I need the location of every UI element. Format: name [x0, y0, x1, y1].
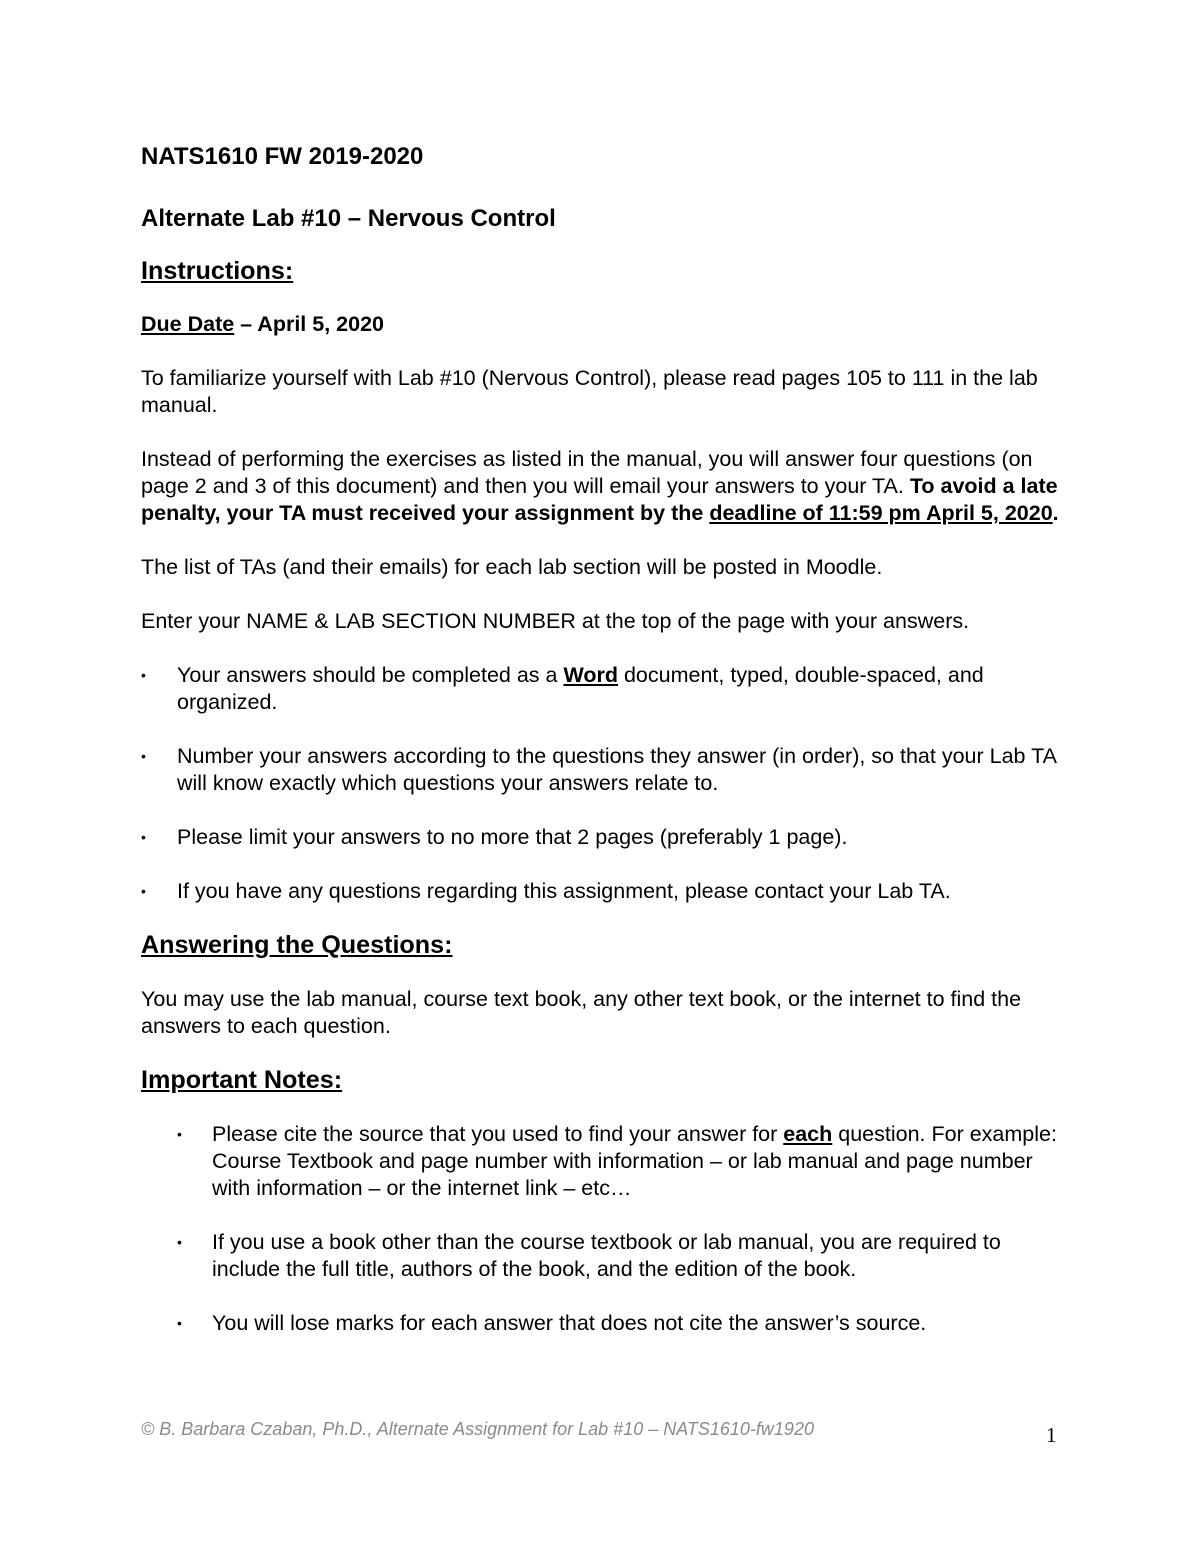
list-item — [177, 1310, 1061, 1337]
ta-list-note: The list of TAs (and their emails) for each lab section will be posted in Moodle. — [141, 555, 883, 579]
submission-instructions — [141, 446, 1061, 527]
bullet-text: If you have any questions regarding this assignment, please contact your Lab TA. — [177, 879, 951, 903]
list-item — [141, 662, 1061, 716]
list-item — [141, 743, 1061, 797]
bullet-icon: • — [141, 667, 146, 683]
reading-instructions: To familiarize yourself with Lab #10 (Nervous Control), please read pages 105 to 111 in the lab manual. — [141, 366, 1038, 417]
bullet-icon: • — [177, 1126, 182, 1142]
due-date-label: Due Date — [141, 312, 235, 336]
note-text: question. For example: Course Textbook and page number with information – or lab manual and page number with information – or the internet link – etc… — [212, 1122, 1057, 1200]
bullet-text: Please limit your answers to no more that 2 pages (preferably 1 page). — [177, 825, 848, 849]
due-date — [141, 311, 1061, 338]
deadline-text: deadline of 11:59 pm April 5, 2020 — [709, 501, 1053, 525]
note-text: You will lose marks for each answer that does not cite the answer’s source. — [212, 1311, 927, 1335]
bullet-text: document, typed, double-spaced, and organized. — [177, 663, 984, 714]
bullet-icon: • — [141, 883, 146, 899]
lab-title: Alternate Lab #10 – Nervous Control — [141, 205, 556, 232]
list-item — [177, 1229, 1061, 1283]
note-text: Please cite the source that you used to find your answer for — [212, 1122, 784, 1146]
document-page — [141, 140, 1061, 1337]
answering-heading: Answering the Questions: — [141, 931, 453, 959]
each-emphasis: each — [783, 1122, 833, 1146]
answering-text: You may use the lab manual, course text book, any other text book, or the internet to find the answers to each question. — [141, 987, 1022, 1038]
format-bullets — [141, 662, 1061, 905]
course-heading: NATS1610 FW 2019-2020 — [141, 143, 424, 170]
bullet-text: Your answers should be completed as a — [177, 663, 564, 687]
note-text: If you use a book other than the course textbook or lab manual, you are required to include the full title, authors of the book, and the edition of the book. — [212, 1230, 1001, 1281]
notes-heading: Important Notes: — [141, 1066, 343, 1094]
deadline-period: . — [1052, 501, 1059, 525]
list-item — [177, 1121, 1061, 1202]
list-item — [141, 824, 1061, 851]
page-footer: © B. Barbara Czaban, Ph.D., Alternate Assignment for Lab #10 – NATS1610-fw1920 — [141, 1419, 814, 1439]
late-penalty-warning: To avoid a late penalty, your TA must received your assignment by the — [141, 474, 1058, 525]
word-emphasis: Word — [563, 663, 618, 687]
list-item — [141, 878, 1061, 905]
bullet-icon: • — [177, 1234, 182, 1250]
instructions-heading: Instructions: — [141, 257, 294, 285]
submission-text: Instead of performing the exercises as listed in the manual, you will answer four questions (on page 2 and 3 of this document) and then you will email your answers to your TA. — [141, 447, 1033, 498]
bullet-text: Number your answers according to the questions they answer (in order), so that your Lab TA will know exactly which questions your answers relate to. — [177, 744, 1056, 795]
bullet-icon: • — [141, 829, 146, 845]
bullet-icon: • — [177, 1315, 182, 1331]
due-date-value: – April 5, 2020 — [234, 312, 384, 336]
bullet-icon: • — [141, 748, 146, 764]
page-number: 1 — [1046, 1423, 1057, 1447]
name-section-note: Enter your NAME & LAB SECTION NUMBER at the top of the page with your answers. — [141, 609, 970, 633]
notes-bullets — [141, 1121, 1061, 1337]
